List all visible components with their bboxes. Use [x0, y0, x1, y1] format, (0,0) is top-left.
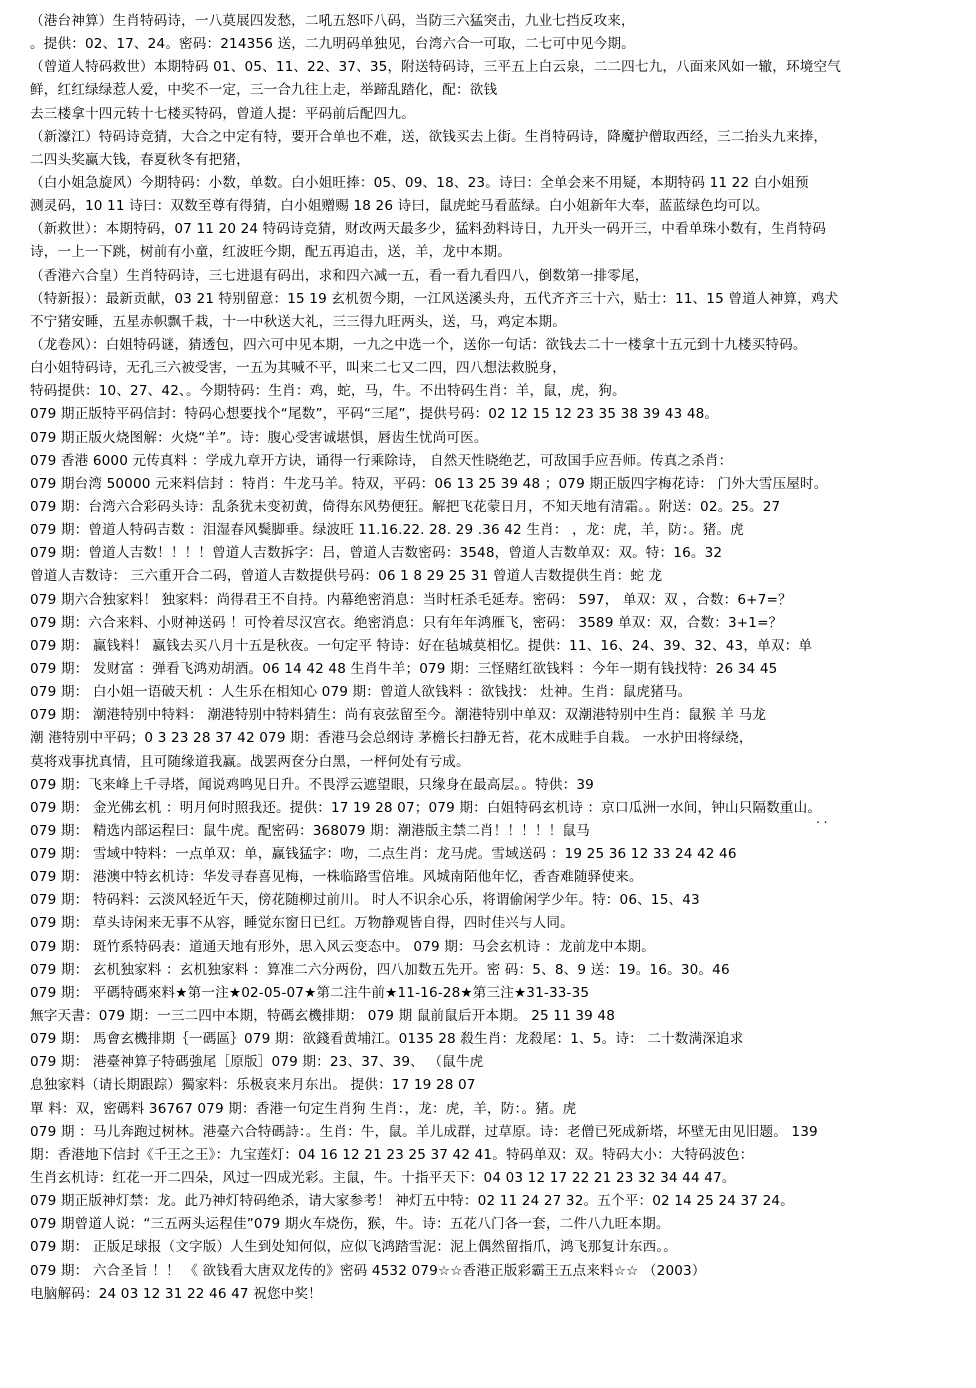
- text-line: 079 期： 精选内部运程曰：鼠牛虎。配密码：368079 期：潮港版主禁二肖！！！！！鼠马: [30, 822, 590, 839]
- text-line: 079 期： 正版足球报（文字版）人生到处知何似，应似飞鸿踏雪泥：泥上偶然留指爪，鸿飞那复计东西。。: [30, 1239, 678, 1256]
- text-line: 079 期六合独家料！ 独家料：尚得君王不自持。内幕绝密消息：当时枉杀毛延寿。密码： 597， 单双：双 ，合数：6+7=？: [30, 591, 792, 608]
- text-line: 息独家料（请长期跟踪）獨家料：乐极哀来月东出。 提供：17 19 28 07: [30, 1077, 476, 1094]
- text-line: 莫将戏事扰真情，且可随缘道我赢。战罢两奁分白黑，一枰何处有亏成。: [30, 753, 470, 770]
- text-line: 079 期： 发财富 ：弹看飞鸿劝胡酒。06 14 42 48 生肖牛羊；079 期：三怪赌红欲钱料 ：今年一期有钱找特：26 34 45: [30, 660, 778, 677]
- text-line: 079 期： 港臺神算子特碼強尾［原版］079 期：23、37、39、 （鼠牛虎: [30, 1054, 484, 1071]
- text-line: （新濠江）特码诗竞猜，大合之中定有特，要开合单也不难，送，欲钱买去上街。生肖特码诗，降魔护僧取西经，三二抬头九来捧，: [30, 128, 828, 145]
- document-body: [30, 10, 960, 1306]
- text-line: 079 期正版火烧图解：火烧“羊”。诗：腹心受害诚堪惧，唇齿生忧尚可医。: [30, 429, 488, 446]
- text-line: 079 期：曾道人吉数！！！！曾道人吉数拆字：吕，曾道人吉数密码：3548，曾道人吉数单双：双。特：16。32: [30, 545, 723, 562]
- text-line: 079 期正版神灯禁：龙。此乃神灯特码绝杀，请大家参考！ 神灯五中特：02 11 24 27 32。五个平：02 14 25 24 37 24。: [30, 1193, 794, 1210]
- text-line: （曾道人特码救世）本期特码 01、05、11、22、37、35，附送特码诗，三平五上白云泉，二二四七九，八面来风如一辙，环境空气: [30, 59, 841, 76]
- text-line: 079 期： 馬會玄機排期｛一碼區｝079 期：欲錢看黄埔江。0135 28 殺生肖：龙殺尾：1、5。诗： 二十数满深追求: [30, 1031, 744, 1048]
- stray-marks: . .: [816, 812, 828, 826]
- text-line: （新救世）：本期特码，07 11 20 24 特码诗竞猜，财改两天最多少，猛料劲料诗日，九开头一码开三，中看单珠小数有，生肖特码: [30, 221, 827, 238]
- text-line: 潮 港特别中平码；0 3 23 28 37 42 079 期：香港马会总纲诗 茅檐长扫静无苔，花木成畦手自栽。 一水护田将绿绕，: [30, 730, 753, 747]
- text-line: 079 期： 草头诗闲来无事不从容，睡觉东窗日已红。万物静观皆自得，四时佳兴与人同。: [30, 915, 574, 932]
- text-line: 不宁猪安睡，五星赤帜飘千栽，十一中秋送大礼，三三得九旺两头，送，马，鸡定本期。: [30, 313, 567, 330]
- text-line: （港台神算）生肖特码诗，一八莫展四发愁，二吼五怒吓八码，当防三六猛突击，九业七挡反攻来，: [30, 13, 635, 29]
- text-line: 生肖玄机诗：红花一开二四朵，风过一四成光彩。主鼠，牛。十指平天下：04 03 12 17 22 21 23 32 34 44 47。: [30, 1170, 736, 1187]
- text-line: 测灵码，10 11 诗曰：双数至尊有得猜，白小姐赠赐 18 26 诗曰，鼠虎蛇马看蓝绿。白小姐新年大奉，蓝蓝绿色均可以。: [30, 198, 769, 215]
- text-line: 079 期：曾道人特码吉数 ：泪湿春风鬓脚垂。绿波旺 11.16.22. 28. 29 .36 42 生肖： ，龙：虎，羊，防：。猪。虎: [30, 522, 744, 539]
- text-line: 079 期： 潮港特别中特料： 潮港特别中特料猜生：尚有哀弦留至今。潮港特别中单双：双潮港特别中生肖：鼠猴 羊 马龙: [30, 707, 766, 724]
- text-line: 079 香港 6000 元传真料 ：学成九章开方诀，诵得一行乘除诗， 自然天性晓绝艺，可敌国手应吾师。传真之杀肖：: [30, 452, 733, 469]
- text-line: 079 期： 港澳中特玄机诗：华发寻春喜见梅，一株临路雪倍堆。风城南陌他年忆，香杳难随驿使来。: [30, 869, 643, 886]
- text-line: 079 期： 雪域中特料：一点单双：单，赢钱猛字：吻，二点生肖：龙马虎。雪域送码 ：19 25 36 12 33 24 42 46: [30, 846, 737, 863]
- text-line: 無字天書：079 期：一三二四中本期，特碼玄機排期： 079 期 鼠前鼠后开本期。 25 11 39 48: [30, 1008, 616, 1025]
- text-line: 特码提供：10、27、42、。今期特码：生肖：鸡，蛇，马，牛。不出特码生肖：羊，鼠，虎，狗。: [30, 383, 626, 400]
- text-line: 079 期： 玄机独家料 ：玄机独家料 ：算准二六分两份，四八加数五先开。密 码：5、8、9 送：19。16。30。46: [30, 961, 730, 978]
- text-line: 079 期：台湾六合彩码头诗：乱条犹未变初黄，倚得东风势便狂。解把飞花蒙日月，不知天地有清霜。。附送：02。25。27: [30, 498, 781, 515]
- text-line: （特新报）：最新贡献，03 21 特别留意：15 19 玄机贺今期，一江风送溪头舟，五代齐齐三十六，贴士：11、15 曾道人神算，鸡犬: [30, 290, 839, 307]
- text-line: （白小姐急旋风）今期特码：小数，单数。白小姐旺捧：05、09、18、23。诗曰：全单会来不用疑，本期特码 11 22 白小姐预: [30, 174, 809, 191]
- text-line: 079 期： 平碼特碼來料★第一注★02-05-07★第二注牛前★11-16-28★第三注★31-33-35: [30, 984, 590, 1001]
- text-line: 079 期： 斑竹系特码表：道通天地有形外，思入风云变态中。 079 期：马会玄机诗 ：龙前龙中本期。: [30, 938, 655, 955]
- text-line: 079 期： 金光佛玄机 ：明月何时照我还。提供：17 19 28 07；079 期：白姐特码玄机诗 ：京口瓜洲一水间，钟山只隔数重山。: [30, 799, 822, 816]
- text-line: 曾道人吉数诗： 三六重开合二码，曾道人吉数提供号码：06 1 8 29 25 31 曾道人吉数提供生肖：蛇 龙: [30, 568, 663, 585]
- text-line: 079 期正版特平码信封：特码心想要找个“尾数”，平码“三尾”，提供号码：02 12 15 12 23 35 38 39 43 48。: [30, 406, 719, 423]
- text-line: 去三楼拿十四元转十七楼买特码，曾道人提：平码前后配四九。: [30, 105, 415, 122]
- text-line: 二四头奖赢大钱，春夏秋冬有把猪，: [30, 151, 250, 168]
- text-line: 期：香港地下信封《千王之王》：九宝莲灯：04 16 12 21 23 25 37 42 41。特码单双：双。特码大小：大特码波色：: [30, 1146, 754, 1163]
- text-line: 079 期曾道人说：“三五两头运程佳”079 期火车烧伤，猴，牛。诗：五花八门各一套，二件八九旺本期。: [30, 1216, 670, 1233]
- text-line: 079 期： 六合圣旨 ！！ 《 欲钱看大唐双龙传的》密码 4532 079☆☆香港正版彩霸王五点来料☆☆ （2003）: [30, 1262, 706, 1279]
- text-line: 079 期： 赢钱料！ 赢钱去买八月十五是秋夜。一句定平 特诗：好在毡城莫相忆。提供：11、16、24、39、32、43，单双：单: [30, 637, 813, 654]
- text-line: （龙卷风）：白姐特码谜，猜透包，四六可中见本期，一九之中选一个，送你一句话：欲钱去二十一楼拿十五元到十九楼买特码。: [30, 336, 807, 353]
- text-line: 079 期： 白小姐一语破天机 ：人生乐在相知心 079 期：曾道人欲钱料 ：欲钱找： 灶神。生肖：鼠虎猪马。: [30, 684, 692, 701]
- text-line: 诗，一上一下跳，树前有小童，红波旺今期，配五再追击，送，羊，龙中本期。: [30, 244, 512, 261]
- text-line: 079 期：六合来料、小财神送码 ！可怜着尽汉宫衣。绝密消息：只有年年鸿雁飞，密码： 3589 单双：双，合数：3+1=？: [30, 614, 783, 631]
- text-line: 鲜，红红绿绿惹人爱，中奖不一定，三一合九往上走，举蹄乱踏化，配：欲钱: [30, 82, 498, 99]
- text-line: （香港六合皇）生肖特码诗，三七进退有码出，求和四六减一五，看一看九看四八，倒数第一排零尾，: [30, 267, 649, 284]
- text-line: 079 期 ：马儿奔跑过树林。港臺六合特碼詩：。生肖：牛，鼠。羊儿成群，过草原。诗：老僧已死成新塔，坏壁无由见旧题。 139: [30, 1123, 818, 1140]
- text-line: 。提供：02、17、24。密码：214356 送，二九明码单独见，台湾六合一可取，二七可中见今期。: [30, 36, 635, 53]
- text-line: 电脑解码：24 03 12 31 22 46 47 祝您中奖！: [30, 1285, 322, 1302]
- text-line: 079 期： 特码料：云淡风轻近午天，傍花随柳过前川。 时人不识余心乐，将谓偷闲学少年。特：06、15、43: [30, 892, 700, 909]
- text-line: 單 料：双，密碼料 36767 079 期：香港一句定生肖狗 生肖：，龙：虎，羊，防：。猪。虎: [30, 1100, 577, 1117]
- text-line: 白小姐特码诗，无孔三六被受害，一五为其喊不平，叫来二七又二四，四八想法救脱身，: [30, 360, 567, 377]
- text-line: 079 期：飞来峰上千寻塔，闻说鸡鸣见日升。不畏浮云遮望眼，只缘身在最高层。。特供：39: [30, 776, 594, 793]
- text-line: 079 期台湾 50000 元来料信封 ：特肖：牛龙马羊。特双，平码：06 13 25 39 48 ；079 期正版四字梅花诗： 门外大雪压屋时。: [30, 475, 828, 492]
